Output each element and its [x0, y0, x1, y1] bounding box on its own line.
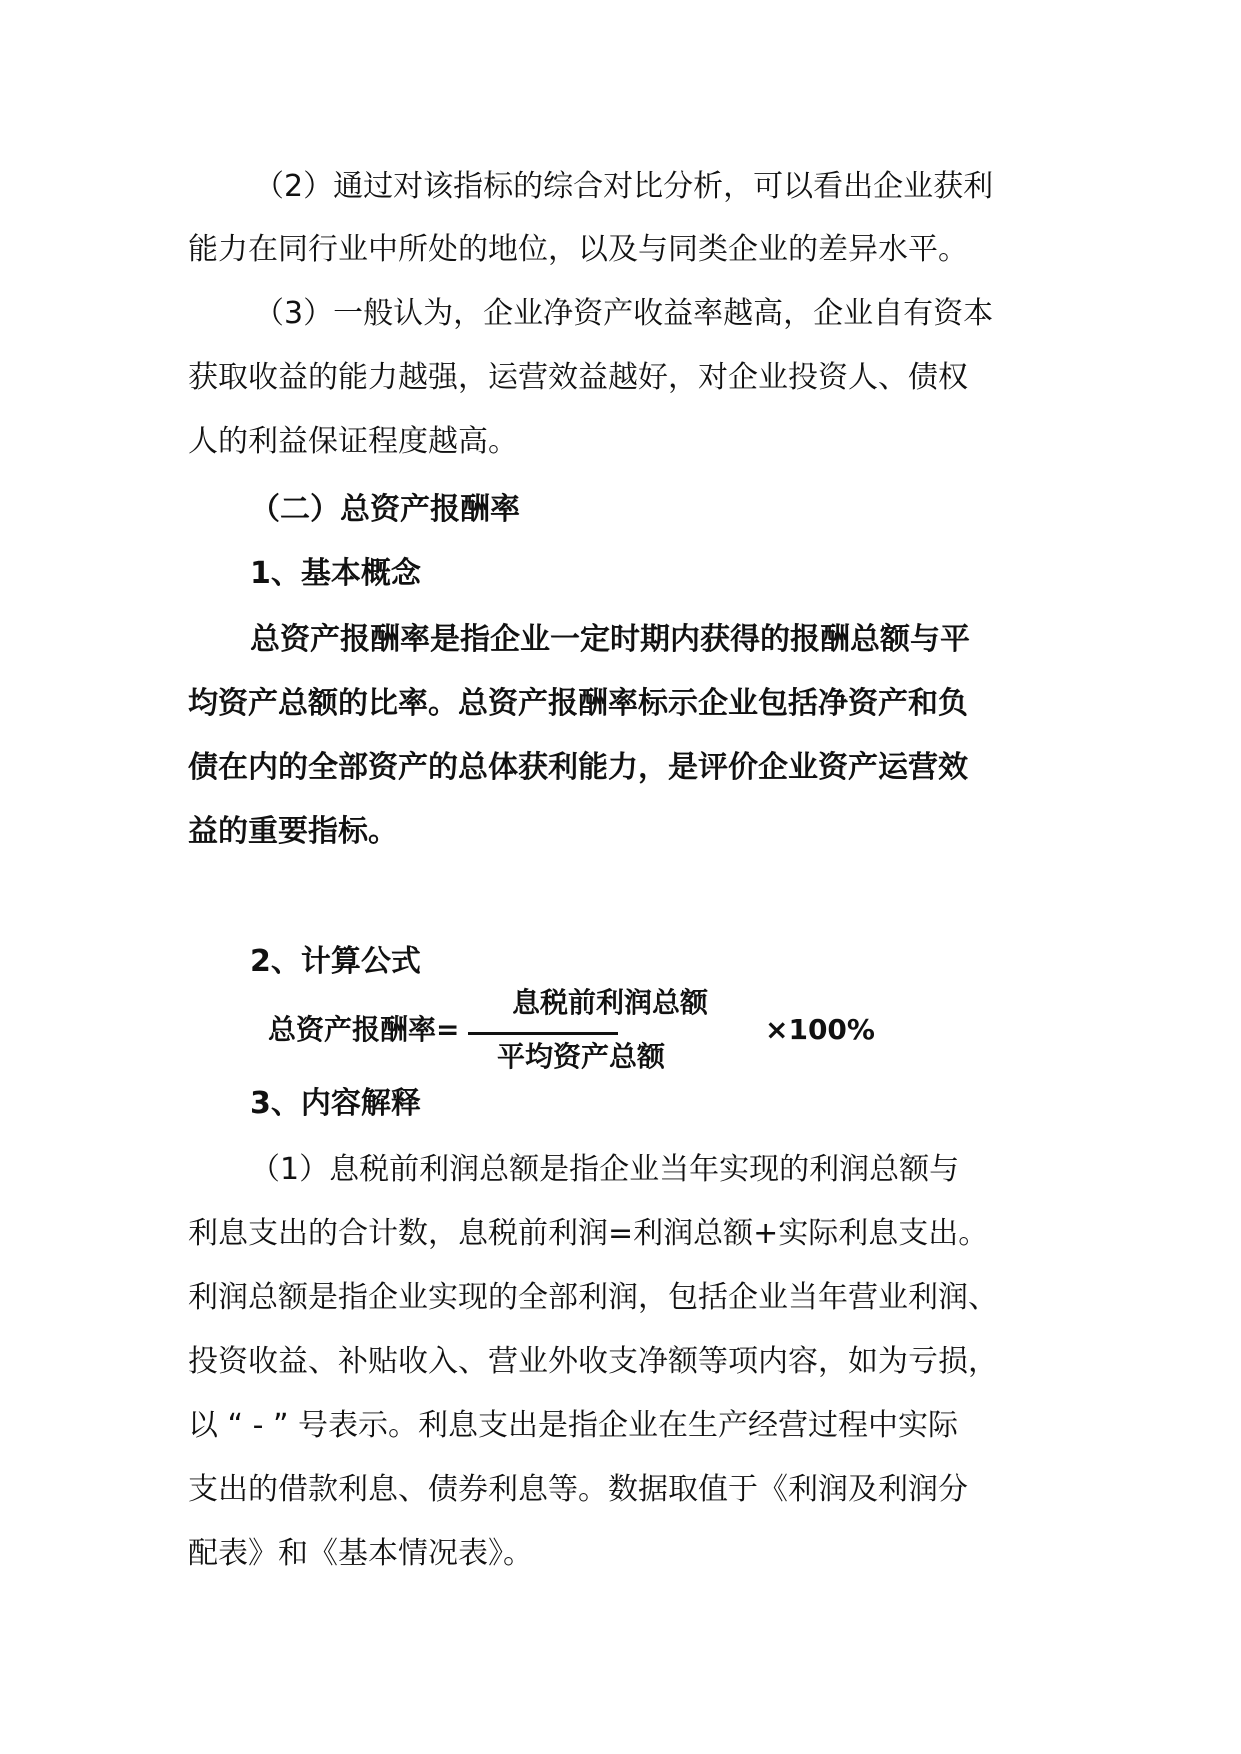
explanation-line: （1）息税前利润总额是指企业当年实现的利润总额与 [250, 1152, 960, 1187]
concept-line: 益的重要指标。 [188, 814, 398, 849]
formula-label: 总资产报酬率= [268, 1013, 460, 1046]
paragraph-line: （3）一般认为，企业净资产收益率越高，企业自有资本 [254, 296, 994, 331]
paragraph-line: 能力在同行业中所处的地位，以及与同类企业的差异水平。 [188, 232, 968, 267]
concept-line: 债在内的全部资产的总体获利能力，是评价企业资产运营效 [188, 750, 968, 785]
explanation-line: 支出的借款利息、债券利息等。数据取值于《利润及利润分 [188, 1472, 968, 1507]
subsection-heading: 1、基本概念 [250, 556, 421, 591]
formula-denominator: 平均资产总额 [497, 1040, 666, 1073]
concept-line: 均资产总额的比率。总资产报酬率标示企业包括净资产和负 [188, 686, 968, 721]
section-heading: （二）总资产报酬率 [250, 492, 520, 527]
formula-numerator: 息税前利润总额 [512, 986, 709, 1019]
paragraph-line: （2）通过对该指标的综合对比分析，可以看出企业获利 [254, 169, 994, 204]
formula-multiplier: ×100% [765, 1013, 875, 1046]
subsection-heading: 3、内容解释 [250, 1086, 421, 1121]
explanation-line: 以 “ - ” 号表示。利息支出是指企业在生产经营过程中实际 [188, 1408, 959, 1443]
explanation-line: 利息支出的合计数，息税前利润=利润总额+实际利息支出。 [188, 1216, 989, 1251]
fraction-bar [468, 1032, 618, 1035]
paragraph-line: 获取收益的能力越强，运营效益越好，对企业投资人、债权 [188, 360, 968, 395]
explanation-line: 投资收益、补贴收入、营业外收支净额等项内容，如为亏损， [188, 1344, 998, 1379]
subsection-heading: 2、计算公式 [250, 944, 421, 979]
concept-line: 总资产报酬率是指企业一定时期内获得的报酬总额与平 [250, 622, 970, 657]
paragraph-line: 人的利益保证程度越高。 [188, 424, 518, 459]
explanation-line: 利润总额是指企业实现的全部利润，包括企业当年营业利润、 [188, 1280, 998, 1315]
explanation-line: 配表》和《基本情况表》。 [188, 1536, 533, 1571]
